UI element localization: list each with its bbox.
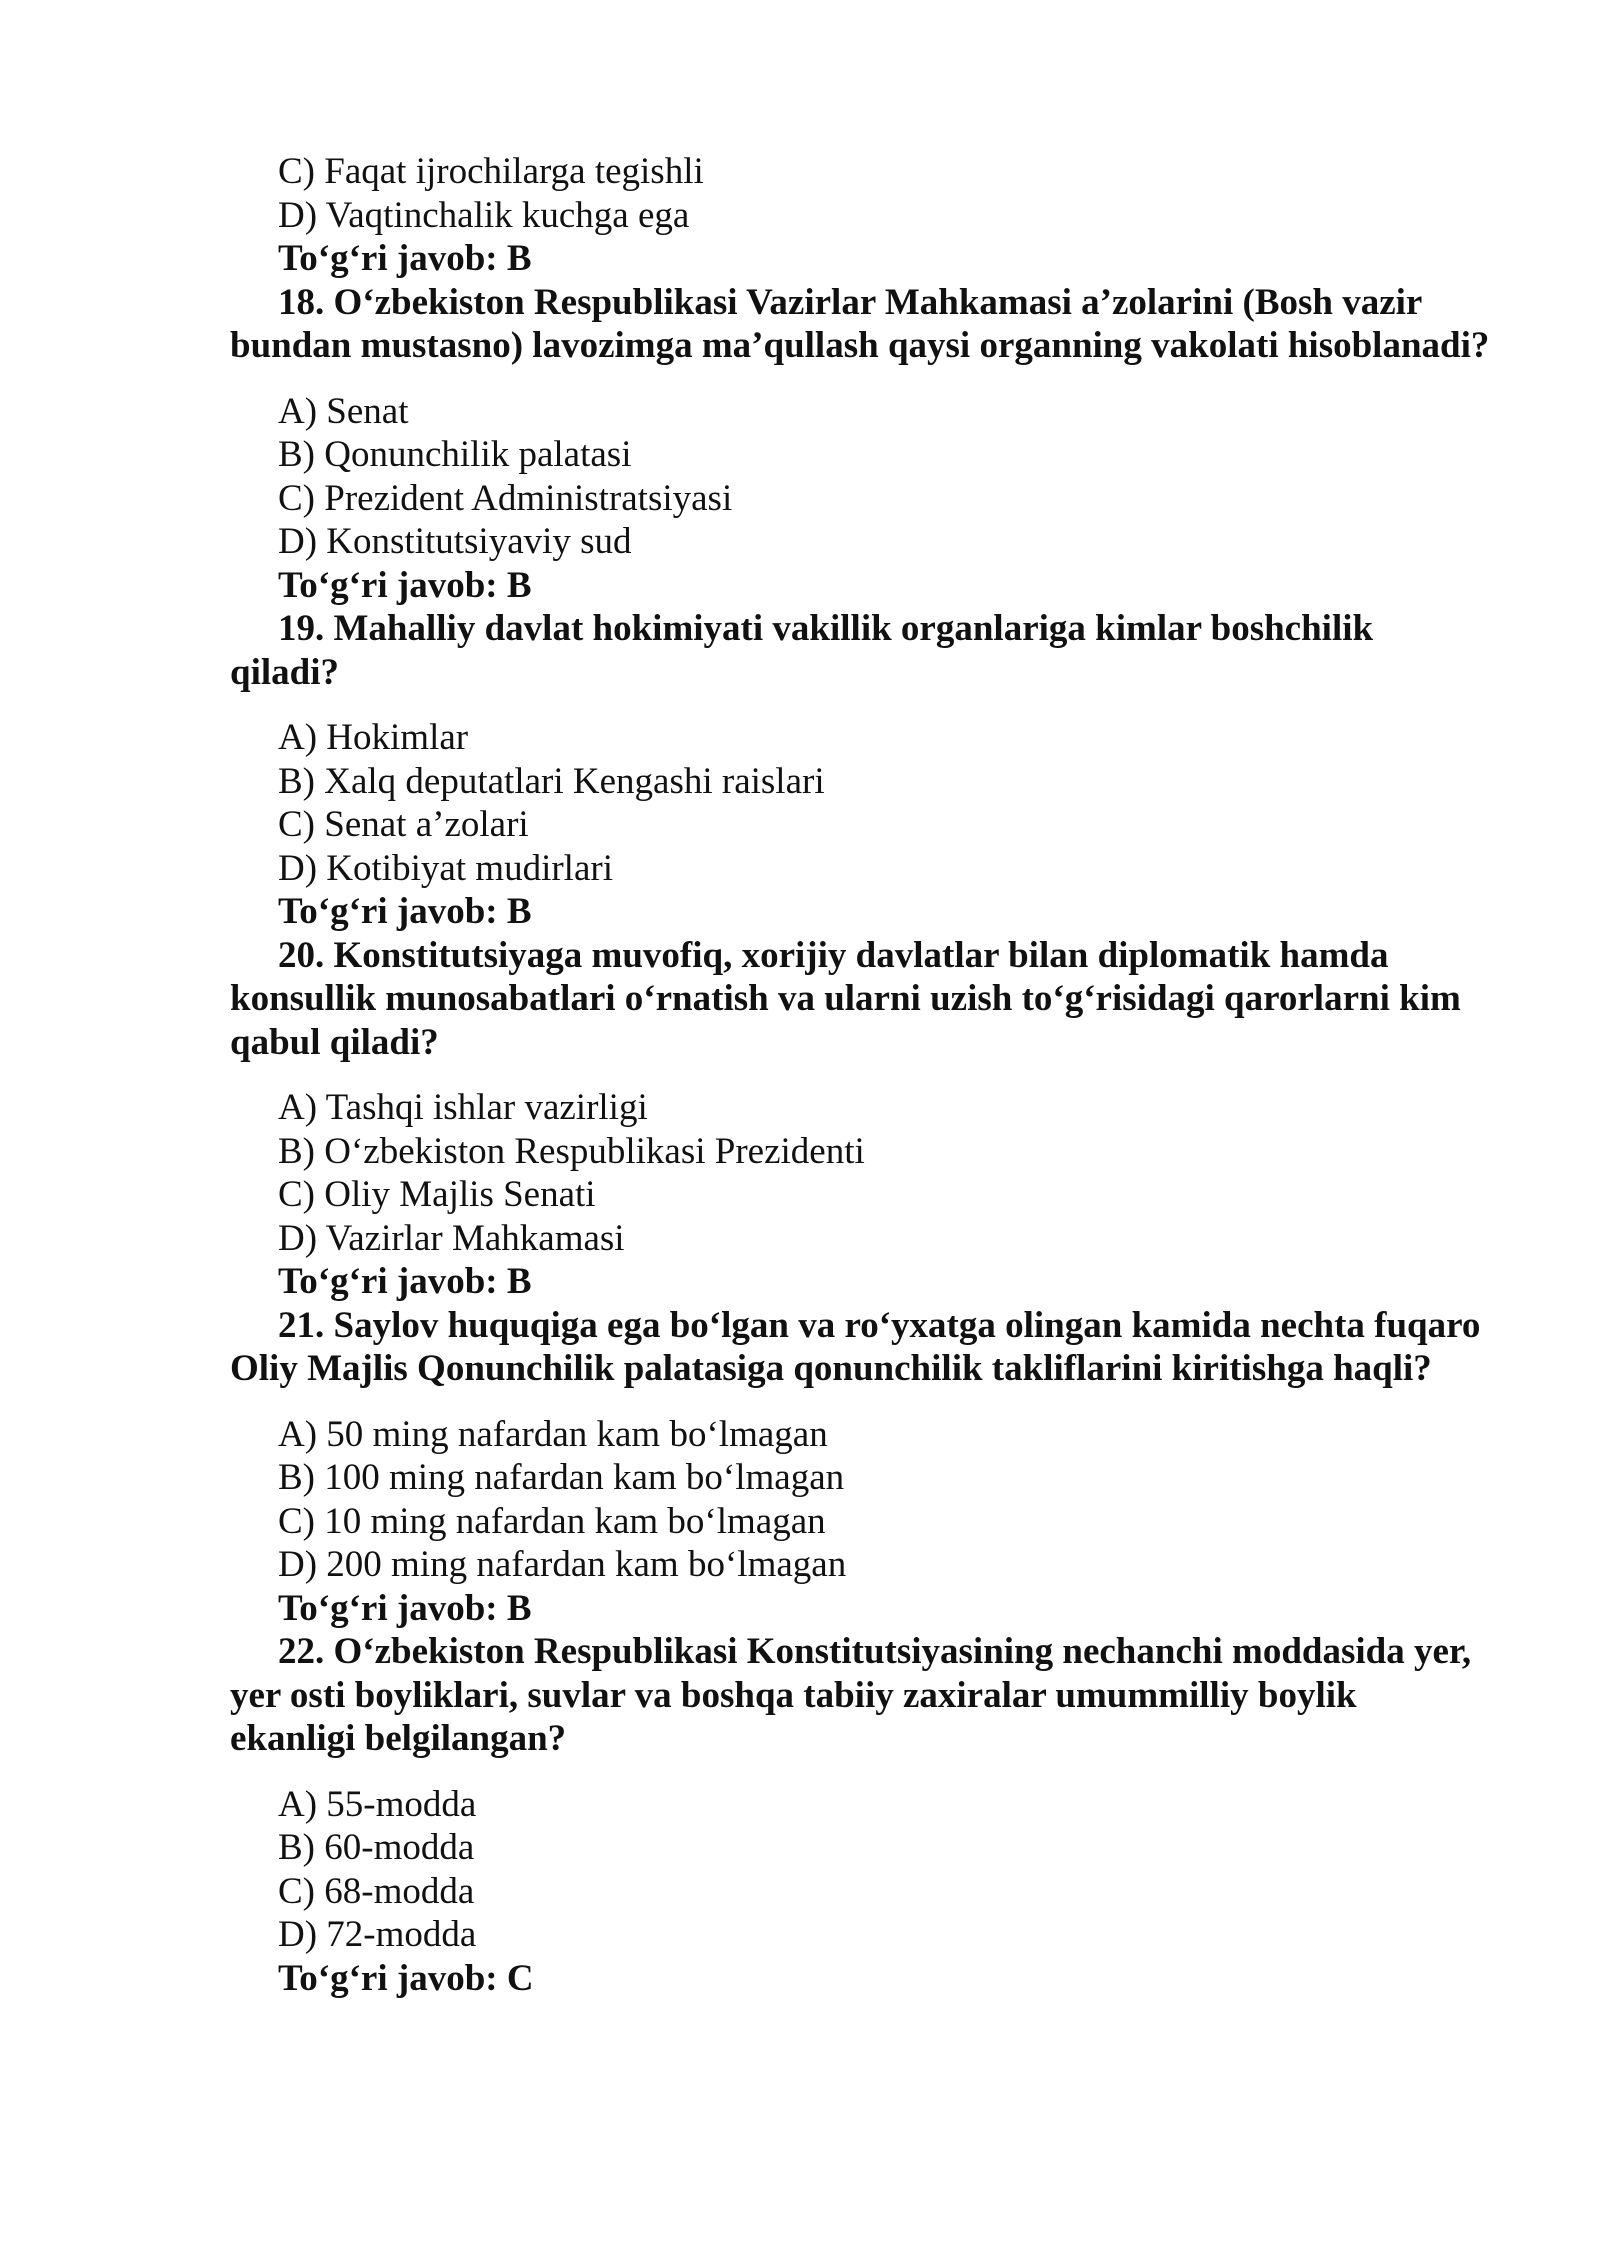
option-c: C) Prezident Administratsiyasi — [278, 477, 733, 519]
question-block — [230, 607, 1490, 934]
option-a: A) Hokimlar — [278, 717, 469, 758]
option-d: D) 72-modda — [278, 1914, 477, 1955]
option-d: D) Vaqtinchalik kuchga ega — [278, 194, 690, 236]
option-b: B) 100 ming nafardan kam bo‘lmagan — [278, 1457, 845, 1498]
option-a: A) Senat — [278, 390, 409, 432]
question-text: 21. Saylov huquqiga ega bo‘lgan va ro‘yxatga olingan kamida nechta fuqaro Oliy Majlis Qonunchilik palatasiga qonunchilik takliflarini kiritishga haqli? — [230, 1304, 1481, 1389]
option-d: D) Vazirlar Mahkamasi — [278, 1217, 625, 1259]
option-c: C) 10 ming nafardan kam bo‘lmagan — [278, 1500, 826, 1542]
correct-answer: To‘g‘ri javob: B — [278, 1587, 532, 1629]
option-b: B) Xalq deputatlari Kengashi raislari — [278, 760, 825, 802]
option-c: C) 68-modda — [278, 1870, 475, 1912]
option-a: A) 50 ming nafardan kam bo‘lmagan — [278, 1413, 828, 1455]
correct-answer: To‘g‘ri javob: B — [278, 891, 532, 932]
option-c: C) Oliy Majlis Senati — [278, 1174, 596, 1215]
correct-answer: To‘g‘ri javob: B — [278, 238, 532, 279]
correct-answer: To‘g‘ri javob: C — [278, 1957, 534, 1999]
question-block — [230, 1304, 1490, 1631]
option-a: A) Tashqi ishlar vazirligi — [278, 1087, 648, 1128]
correct-answer: To‘g‘ri javob: B — [278, 564, 532, 606]
option-d: D) 200 ming nafardan kam bo‘lmagan — [278, 1544, 847, 1585]
question-block — [230, 1630, 1490, 2000]
question-text: 18. O‘zbekiston Respublikasi Vazirlar Mahkamasi a’zolarini (Bosh vazir bundan mustasno) lavozimga ma’qullash qaysi organning vakolati hisoblanadi? — [230, 281, 1490, 366]
option-b: B) O‘zbekiston Respublikasi Prezidenti — [278, 1130, 865, 1172]
question-block — [230, 281, 1490, 608]
correct-answer: To‘g‘ri javob: B — [278, 1261, 532, 1302]
option-c: C) Senat a’zolari — [278, 804, 529, 845]
option-d: D) Konstitutsiyaviy sud — [278, 521, 632, 562]
option-a: A) 55-modda — [278, 1783, 477, 1825]
question-text: 22. O‘zbekiston Respublikasi Konstitutsiyasining nechanchi moddasida yer, yer osti boyliklari, suvlar va boshqa tabiiy zaxiralar umummilliy boylik ekanligi belgilangan? — [230, 1631, 1472, 1759]
page-content — [230, 150, 1490, 2000]
question-block — [230, 934, 1490, 1304]
option-d: D) Kotibiyat mudirlari — [278, 847, 613, 889]
option-b: B) Qonunchilik palatasi — [278, 434, 632, 475]
question-text: 19. Mahalliy davlat hokimiyati vakillik organlariga kimlar boshchilik qiladi? — [230, 608, 1374, 693]
question-text: 20. Konstitutsiyaga muvofiq, xorijiy davlatlar bilan diplomatik hamda konsullik munosabatlari o‘rnatish va ularni uzish to‘g‘risidagi qarorlarni kim qabul qiladi? — [230, 934, 1461, 1063]
option-b: B) 60-modda — [278, 1827, 475, 1868]
option-c: C) Faqat ijrochilarga tegishli — [278, 151, 704, 192]
